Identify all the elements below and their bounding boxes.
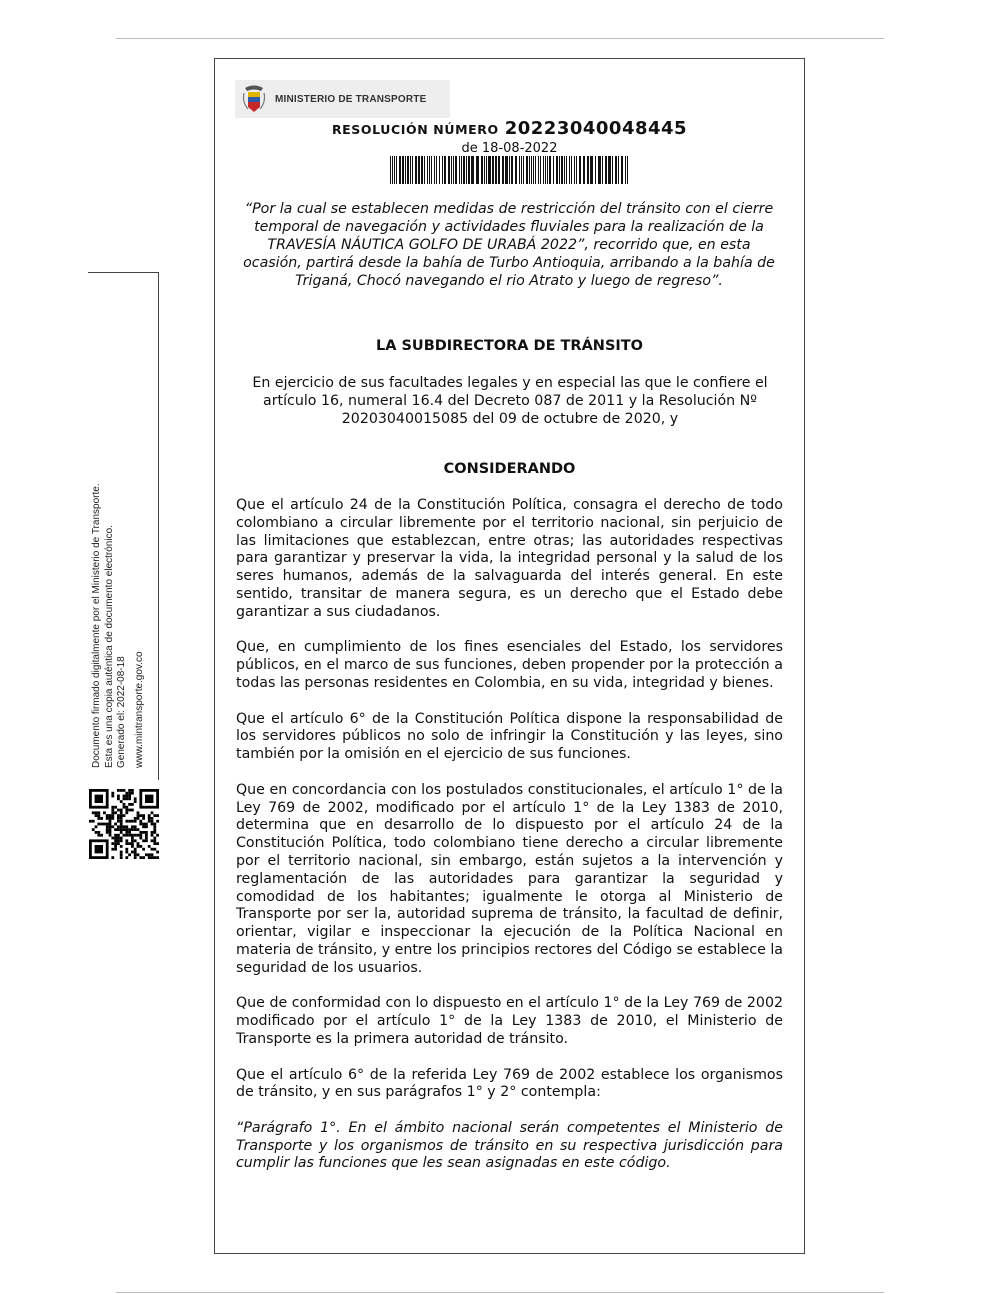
signature-notice xyxy=(91,483,129,768)
quoted-paragraph: “Parágrafo 1°. En el ámbito nacional serán competentes el Ministerio de Transporte y los organismos de tránsito en su respectiva jurisdicción para cumplir las funciones que les sean asignadas en este código. xyxy=(236,1119,783,1172)
ministry-name: MINISTERIO DE TRANSPORTE xyxy=(275,93,427,105)
bottom-divider xyxy=(116,1292,884,1293)
authority-heading: LA SUBDIRECTORA DE TRÁNSITO xyxy=(375,338,644,354)
paragraph: Que el artículo 24 de la Constitución Política, consagra el derecho de todo colombiano a circular libremente por el territorio nacional, sin perjuicio de las limitaciones que establezcan, entre otras; las autoridades respectivas para garantizar y preservar la vida, la integridad personal y la salud de los seres humanos, además de la salvaguarda del interés general. En este sentido, transitar de manera segura, es un derecho que el Estado debe garantizar a sus ciudadanos. xyxy=(236,497,783,620)
qr-code-icon[interactable] xyxy=(89,789,159,859)
ministry-logo xyxy=(235,80,450,118)
paragraph: Que en concordancia con los postulados constitucionales, el artículo 1° de la Ley 769 de 2002, modificado por el artículo 1° de la Ley 1383 de 2010, determina que en desarrollo de lo dispuesto por el artículo 24 de la Constitución Política, todo colombiano tiene derecho a circular libremente por el territorio nacional, sin embargo, están sujetos a la intervención y reglamentación de las autoridades para garantizar la seguridad y comodidad de los habitantes; igualmente le otorga al Ministerio de Transporte por ser la, autoridad suprema de tránsito, la facultad de definir, orientar, vigilar e inspeccionar la ejecución de la Política Nacional en materia de tránsito, y entre los principios rectores del Código se establece la seguridad de los usuarios. xyxy=(236,781,783,976)
barcode-icon xyxy=(390,156,630,184)
paragraph: Que, en cumplimiento de los fines esenciales del Estado, los servidores públicos, en el marco de sus funciones, deben propender por la protección a todas las personas residentes en Colombia, en su vida, integridad y bienes. xyxy=(236,639,783,691)
resolution-title xyxy=(214,118,805,139)
generated-date-line: Generado el: 2022-08-18 xyxy=(116,656,127,768)
considering-heading: CONSIDERANDO xyxy=(443,461,576,477)
resolution-date: de 18-08-2022 xyxy=(461,141,558,156)
website-link[interactable]: www.mintransporte.gov.co xyxy=(134,651,145,768)
paragraph: Que el artículo 6° de la Constitución Política dispone la responsabilidad de los servidores públicos no solo de infringir la Constitución y las leyes, sino también por la omisión en el ejercicio de sus funciones. xyxy=(236,710,783,763)
considerations-body xyxy=(236,497,783,1191)
paragraph: Que el artículo 6° de la referida Ley 769 de 2002 establece los organismos de tránsito, y en sus parágrafos 1° y 2° contempla: xyxy=(236,1066,783,1101)
resolution-number: 20223040048445 xyxy=(504,118,688,139)
powers-paragraph: En ejercicio de sus facultades legales y en especial las que le confiere el artículo 16, numeral 16.4 del Decreto 087 de 2011 y la Resolución Nº 20203040015085 del 09 de octubre de 2020, y xyxy=(252,375,768,427)
top-divider xyxy=(116,38,884,39)
resolution-subject: “Por la cual se establecen medidas de restricción del tránsito con el cierre temporal de navegación y actividades fluviales para la realización de la TRAVESÍA NÁUTICA GOLFO DE URABÁ 2022”, recorrido que, en esta ocasión, partirá desde la bahía de Turbo Antioquia, arribando a la bahía de Triganá, Chocó navegando el rio Atrato y luego de regreso”. xyxy=(243,201,775,289)
paragraph: Que de conformidad con lo dispuesto en el artículo 1° de la Ley 769 de 2002 modificado por el artículo 1° de la Ley 1383 de 2010, el Ministerio de Transporte es la primera autoridad de tránsito. xyxy=(236,995,783,1047)
colombia-coat-of-arms-icon xyxy=(241,84,267,114)
signature-line: Documento firmado digitalmente por el Ministerio de Transporte. xyxy=(91,483,102,768)
resolution-label: RESOLUCIÓN NÚMERO xyxy=(331,122,499,137)
authenticity-line: Esta es una copia auténtica de documento electrónico. xyxy=(103,525,115,768)
